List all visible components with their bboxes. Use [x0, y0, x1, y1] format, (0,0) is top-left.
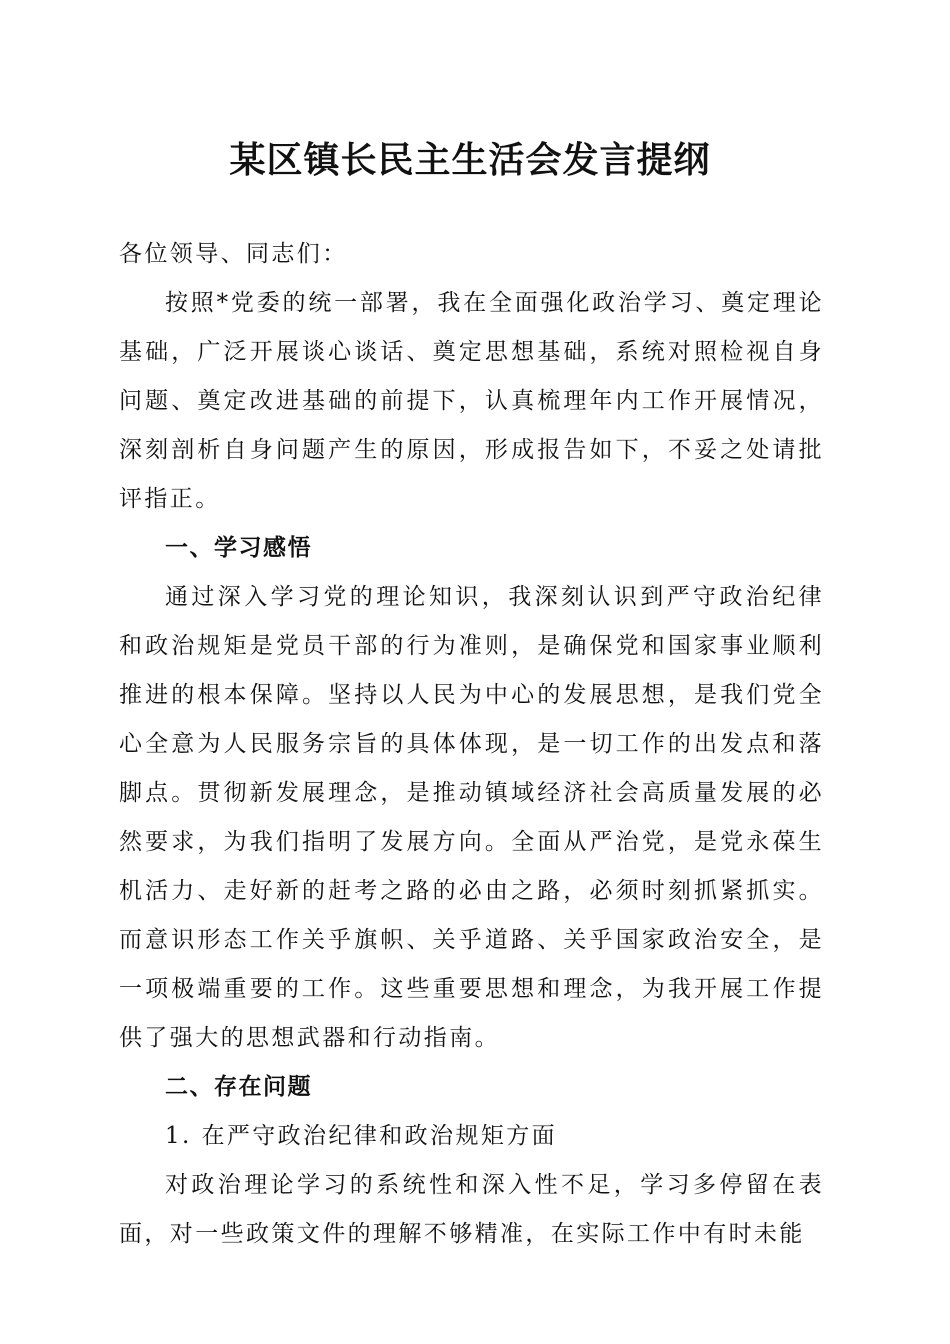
- section-heading-learning: 一、学习感悟: [165, 535, 312, 561]
- discipline-paragraph: 对政治理论学习的系统性和深入性不足，学习多停留在表面，对一些政策文件的理解不够精准，在实际工作中有时未能: [119, 1172, 824, 1247]
- section-heading-problems: 二、存在问题: [165, 1074, 312, 1100]
- learning-paragraph: 通过深入学习党的理论知识，我深刻认识到严守政治纪律和政治规矩是党员干部的行为准则，是确保党和国家事业顺利推进的根本保障。坚持以人民为中心的发展思想，是我们党全心全意为人民服务宗旨的具体体现，是一切工作的出发点和落脚点。贯彻新发展理念，是推动镇域经济社会高质量发展的必然要求，为我们指明了发展方向。全面从严治党，是党永葆生机活力、走好新的赶考之路的必由之路，必须时刻抓紧抓实。而意识形态工作关乎旗帜、关乎道路、关乎国家政治安全，是一项极端重要的工作。这些重要思想和理念，为我开展工作提供了强大的思想武器和行动指南。: [119, 584, 824, 1051]
- intro-paragraph: 按照*党委的统一部署，我在全面强化政治学习、奠定理论基础，广泛开展谈心谈话、奠定思想基础，系统对照检视自身问题、奠定改进基础的前提下，认真梳理年内工作开展情况，深刻剖析自身问题产生的原因，形成报告如下，不妥之处请批评指正。: [119, 290, 824, 512]
- document-title: 某区镇长民主生活会发言提纲: [229, 139, 711, 181]
- document-body: [119, 230, 824, 1259]
- subsection-heading-discipline: 1. 在严守政治纪律和政治规矩方面: [165, 1123, 558, 1149]
- salutation: 各位领导、同志们：: [119, 241, 348, 267]
